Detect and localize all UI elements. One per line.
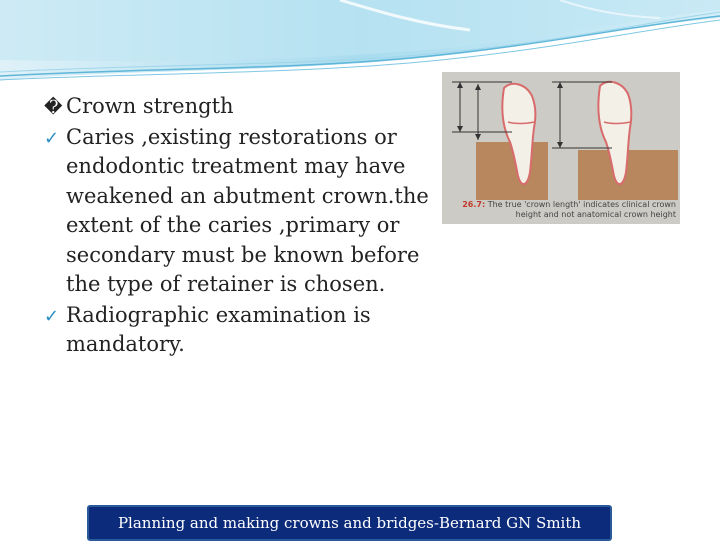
slide-heading: Crown strength [66, 94, 234, 118]
checkmark-icon: ✓ [44, 127, 60, 149]
checkmark-icon: ✓ [44, 305, 60, 327]
tooth-crown-figure [442, 72, 680, 224]
figure-number: 26.7: [462, 200, 486, 209]
figure-caption-text: The true 'crown length' indicates clinical crown height and not anatomical crown height [487, 200, 676, 219]
bullet-item-caries [44, 123, 444, 300]
bullet-text: Radiographic examination is mandatory. [66, 302, 371, 356]
unknown-glyph-icon: � [44, 97, 63, 118]
bullet-text: Caries ,existing restorations or endodontic treatment may have weakened an abutment crown.the extent of the caries ,primary or secondary must be known before the type of retainer is chosen. [66, 124, 429, 296]
slide-body [44, 92, 444, 360]
figure-caption [442, 200, 680, 220]
footer-citation: Planning and making crowns and bridges-Bernard GN Smith [87, 505, 612, 541]
heading-bullet [44, 92, 444, 122]
bullet-item-radiographic [44, 301, 444, 360]
